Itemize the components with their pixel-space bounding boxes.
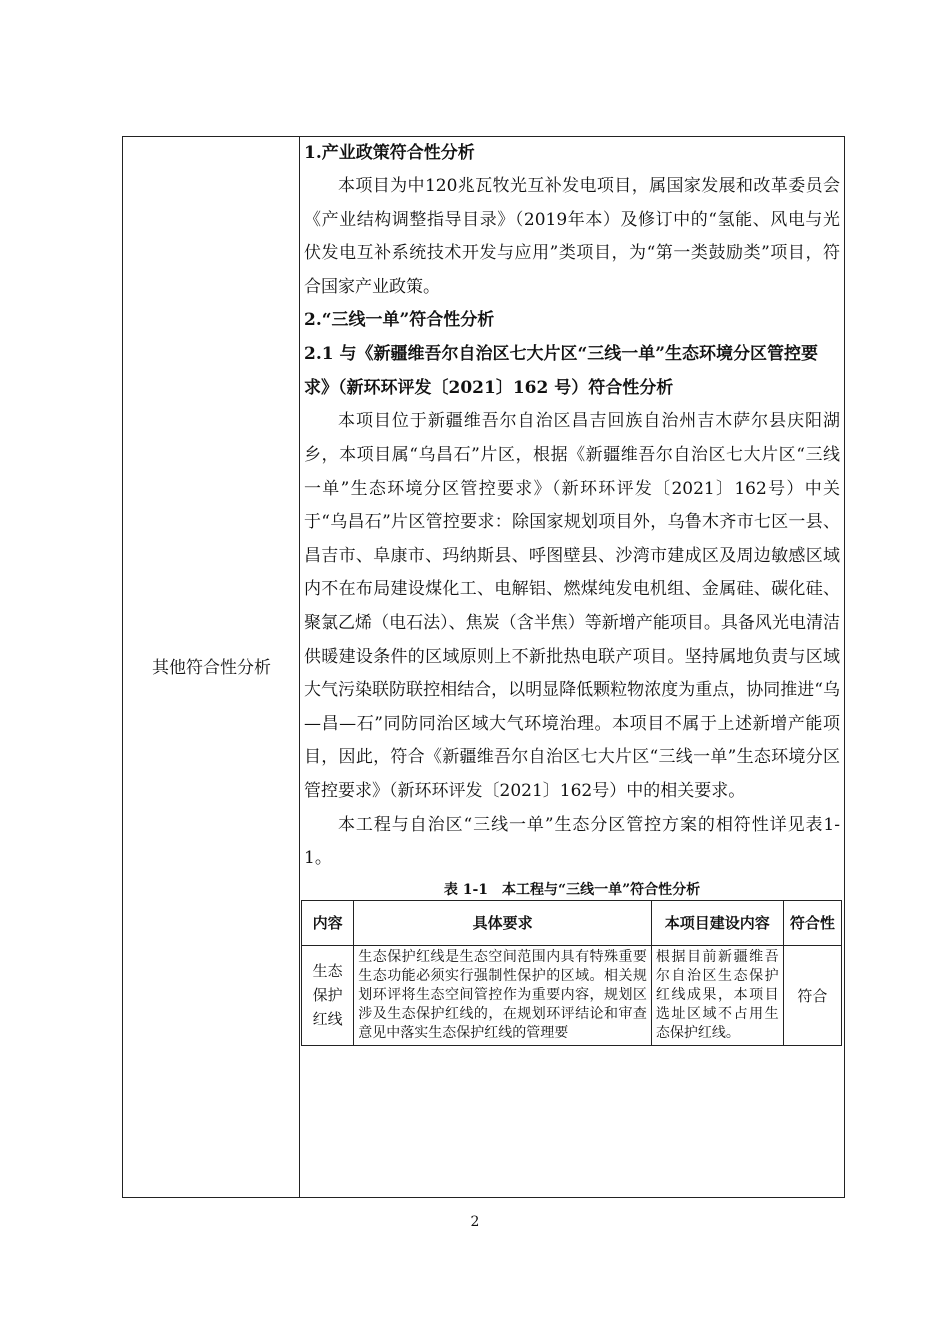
table-header-row (302, 900, 842, 945)
cell-content: 生态保护红线 (302, 945, 354, 1045)
cell-requirement: 生态保护红线是生态空间范围内具有特殊重要生态功能必须实行强制性保护的区域。相关规划环评将生态空间管控作为重要内容，规划区涉及生态保护红线的，在规划环评结论和审查意见中落实生态保护红线的管理要 (354, 945, 652, 1045)
section2-paragraph-1: 本项目位于新疆维吾尔自治区昌吉回族自治州吉木萨尔县庆阳湖乡，本项目属“乌昌石”片区，根据《新疆维吾尔自治区七大片区“三线一单”生态环境分区管控要求》（新环环评发〔2021〕162号）中关于“乌昌石”片区管控要求：除国家规划项目外，乌鲁木齐市七区一县、昌吉市、阜康市、玛纳斯县、呼图壁县、沙湾市建成区及周边敏感区域内不在布局建设煤化工、电解铝、燃煤纯发电机组、金属硅、碳化硅、聚氯乙烯（电石法）、焦炭（含半焦）等新增产能项目。具备风光电清洁供暖建设条件的区域原则上不新批热电联产项目。坚持属地负责与区域大气污染联防联控相结合，以明显降低颗粒物浓度为重点，协同推进“乌—昌—石”同防同治区域大气环境治理。本项目不属于上述新增产能项目，因此，符合《新疆维吾尔自治区七大片区“三线一单”生态环境分区管控要求》（新环环评发〔2021〕162号）中的相关要求。 (304, 411, 840, 801)
compliance-table (301, 900, 842, 1046)
table-caption: 表 1-1 本工程与“三线一单”符合性分析 (443, 881, 701, 898)
cell-project: 根据目前新疆维吾尔自治区生态保护红线成果，本项目选址区域不占用生态保护红线。 (651, 945, 783, 1045)
section2-1-heading: 2.1 与《新疆维吾尔自治区七大片区“三线一单”生态环境分区管控要求》（新环环评发〔2021〕162 号）符合性分析 (304, 344, 819, 399)
header-requirement: 具体要求 (354, 900, 652, 945)
cell-compliance: 符合 (783, 945, 841, 1045)
table-row (302, 945, 842, 1045)
section2-paragraph-2: 本工程与自治区“三线一单”生态分区管控方案的相符性详见表1-1。 (304, 814, 840, 869)
header-project: 本项目建设内容 (651, 900, 783, 945)
section2-heading: 2.“三线一单”符合性分析 (304, 310, 495, 331)
section1-paragraph: 本项目为中120兆瓦牧光互补发电项目，属国家发展和改革委员会《产业结构调整指导目录》（2019年本）及修订中的“氢能、风电与光伏发电互补系统技术开发与应用”类项目，为“第一类鼓励类”项目，符合国家产业政策。 (304, 176, 840, 297)
left-column (123, 137, 300, 1197)
row-label: 其他符合性分析 (152, 658, 271, 678)
section1-heading: 1.产业政策符合性分析 (304, 143, 475, 163)
header-compliance: 符合性 (783, 900, 841, 945)
right-column (301, 137, 843, 1197)
analysis-table (122, 136, 845, 1198)
page-number: 2 (470, 1214, 480, 1230)
header-content: 内容 (302, 900, 354, 945)
